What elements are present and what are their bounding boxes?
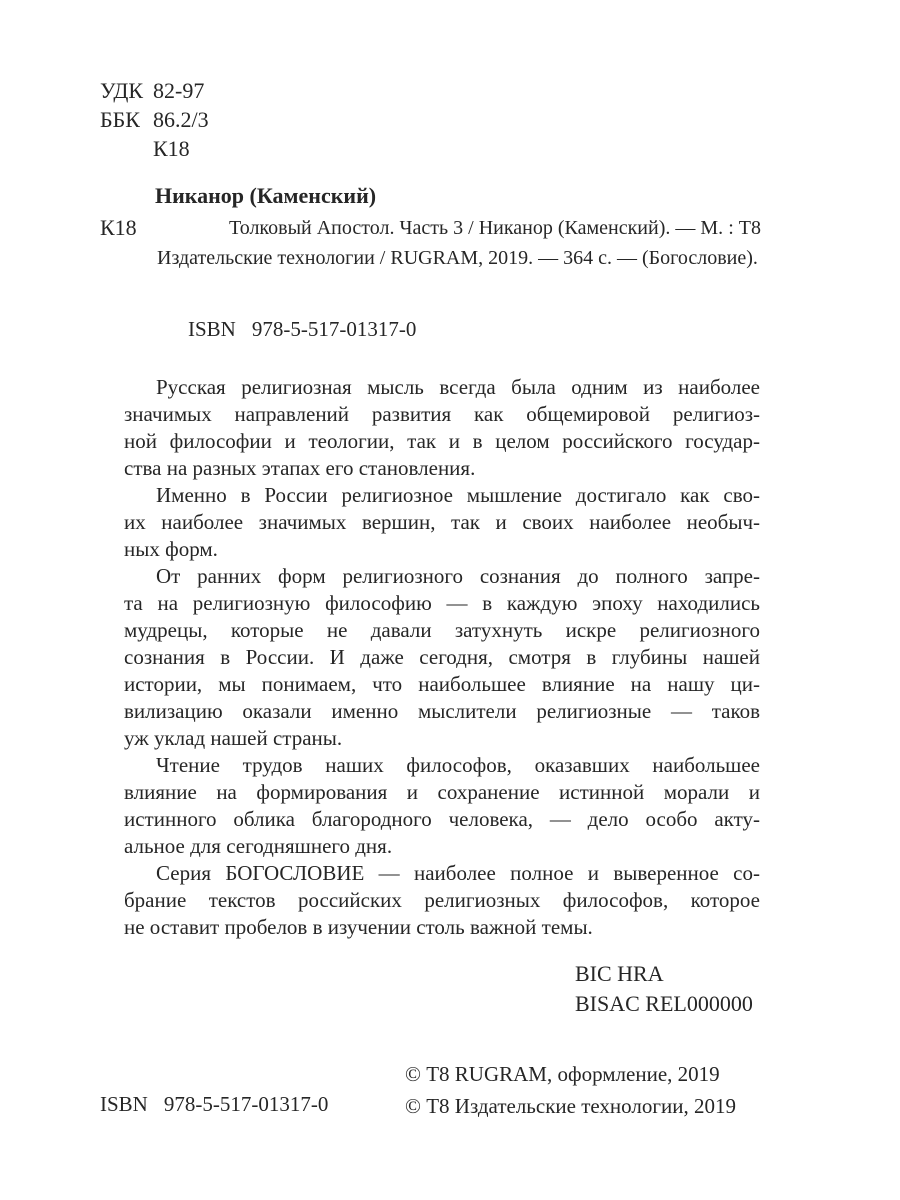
text-line: влияние на формирования и сохранение истинной морали и [124, 780, 760, 804]
text-line: © Т8 RUGRAM, оформление, 2019 [405, 1062, 720, 1086]
bbk-row [100, 105, 209, 134]
isbn-label: ISBN [188, 317, 236, 341]
annotation-paragraph [124, 563, 760, 752]
text-line: Именно в России религиозное мышление достигало как сво- [156, 483, 760, 507]
text-line: их наиболее значимых вершин, так и своих наиболее необыч- [124, 510, 760, 534]
text-line: Издательские технологии / RUGRAM, 2019. — 364 с. — (Богословие). [157, 247, 758, 269]
isbn-label: ISBN [100, 1092, 148, 1116]
text-line: вилизацию оказали именно мыслители религиозные — таков [124, 699, 760, 723]
text-line: ства на разных этапах его становления. [124, 456, 476, 480]
text-line: BISAC REL000000 [575, 991, 753, 1016]
bibliographic-entry [157, 213, 761, 273]
isbn-line-bottom [100, 1092, 328, 1117]
cataloguing-codes [100, 76, 209, 163]
annotation-paragraph [124, 860, 760, 941]
text-line: сознания в России. И даже сегодня, смотря в глубины нашей [124, 645, 760, 669]
text-line: значимых направлений развития как общемировой религиоз- [124, 402, 760, 426]
annotation-paragraph [124, 374, 760, 482]
text-line: истории, мы понимаем, что наибольшее влияние на нашу ци- [124, 672, 760, 696]
text-line: ных форм. [124, 537, 218, 561]
text-line: От ранних форм религиозного сознания до полного запре- [156, 564, 760, 588]
text-line: Чтение трудов наших философов, оказавших наибольшее [156, 753, 760, 777]
udc-label: УДК [100, 78, 144, 103]
text-line: ной философии и теологии, так и в целом российского государ- [124, 429, 760, 453]
text-line: Русская религиозная мысль всегда была одним из наиболее [156, 375, 760, 399]
isbn-number: 978-5-517-01317-0 [163, 1092, 329, 1116]
text-line: © Т8 Издательские технологии, 2019 [405, 1094, 736, 1118]
classification-codes [575, 959, 753, 1019]
isbn-number: 978-5-517-01317-0 [251, 317, 417, 341]
author-code: К18 [153, 136, 190, 161]
text-line: брание текстов российских религиозных философов, которое [124, 888, 760, 912]
text-line: альное для сегодняшнего дня. [124, 834, 393, 858]
text-line: BIC HRA [575, 961, 664, 986]
text-line: уж уклад нашей страны. [124, 726, 343, 750]
text-line: Толковый Апостол. Часть 3 / Никанор (Каменский). — М. : Т8 [229, 217, 761, 239]
annotation-paragraph [124, 752, 760, 860]
text-line: не оставит пробелов в изучении столь важной темы. [124, 915, 593, 939]
copyright-lines [405, 1058, 736, 1122]
text-line: мудрецы, которые не давали затухнуть искре религиозного [124, 618, 760, 642]
annotation-text [124, 374, 760, 941]
bbk-value: 86.2/3 [153, 107, 209, 132]
bbk-label: ББК [100, 107, 140, 132]
text-line: истинного облика благородного человека, — дело особо акту- [124, 807, 760, 831]
udc-row [100, 76, 209, 105]
text-line: Серия БОГОСЛОВИЕ — наиболее полное и выверенное со- [156, 861, 760, 885]
card-author-code: К18 [100, 215, 137, 240]
annotation-paragraph [124, 482, 760, 563]
udc-value: 82-97 [153, 78, 205, 103]
text-line: та на религиозную философию — в каждую эпоху находились [124, 591, 760, 615]
isbn-line-top [188, 317, 416, 342]
author-name: Никанор (Каменский) [155, 183, 377, 208]
